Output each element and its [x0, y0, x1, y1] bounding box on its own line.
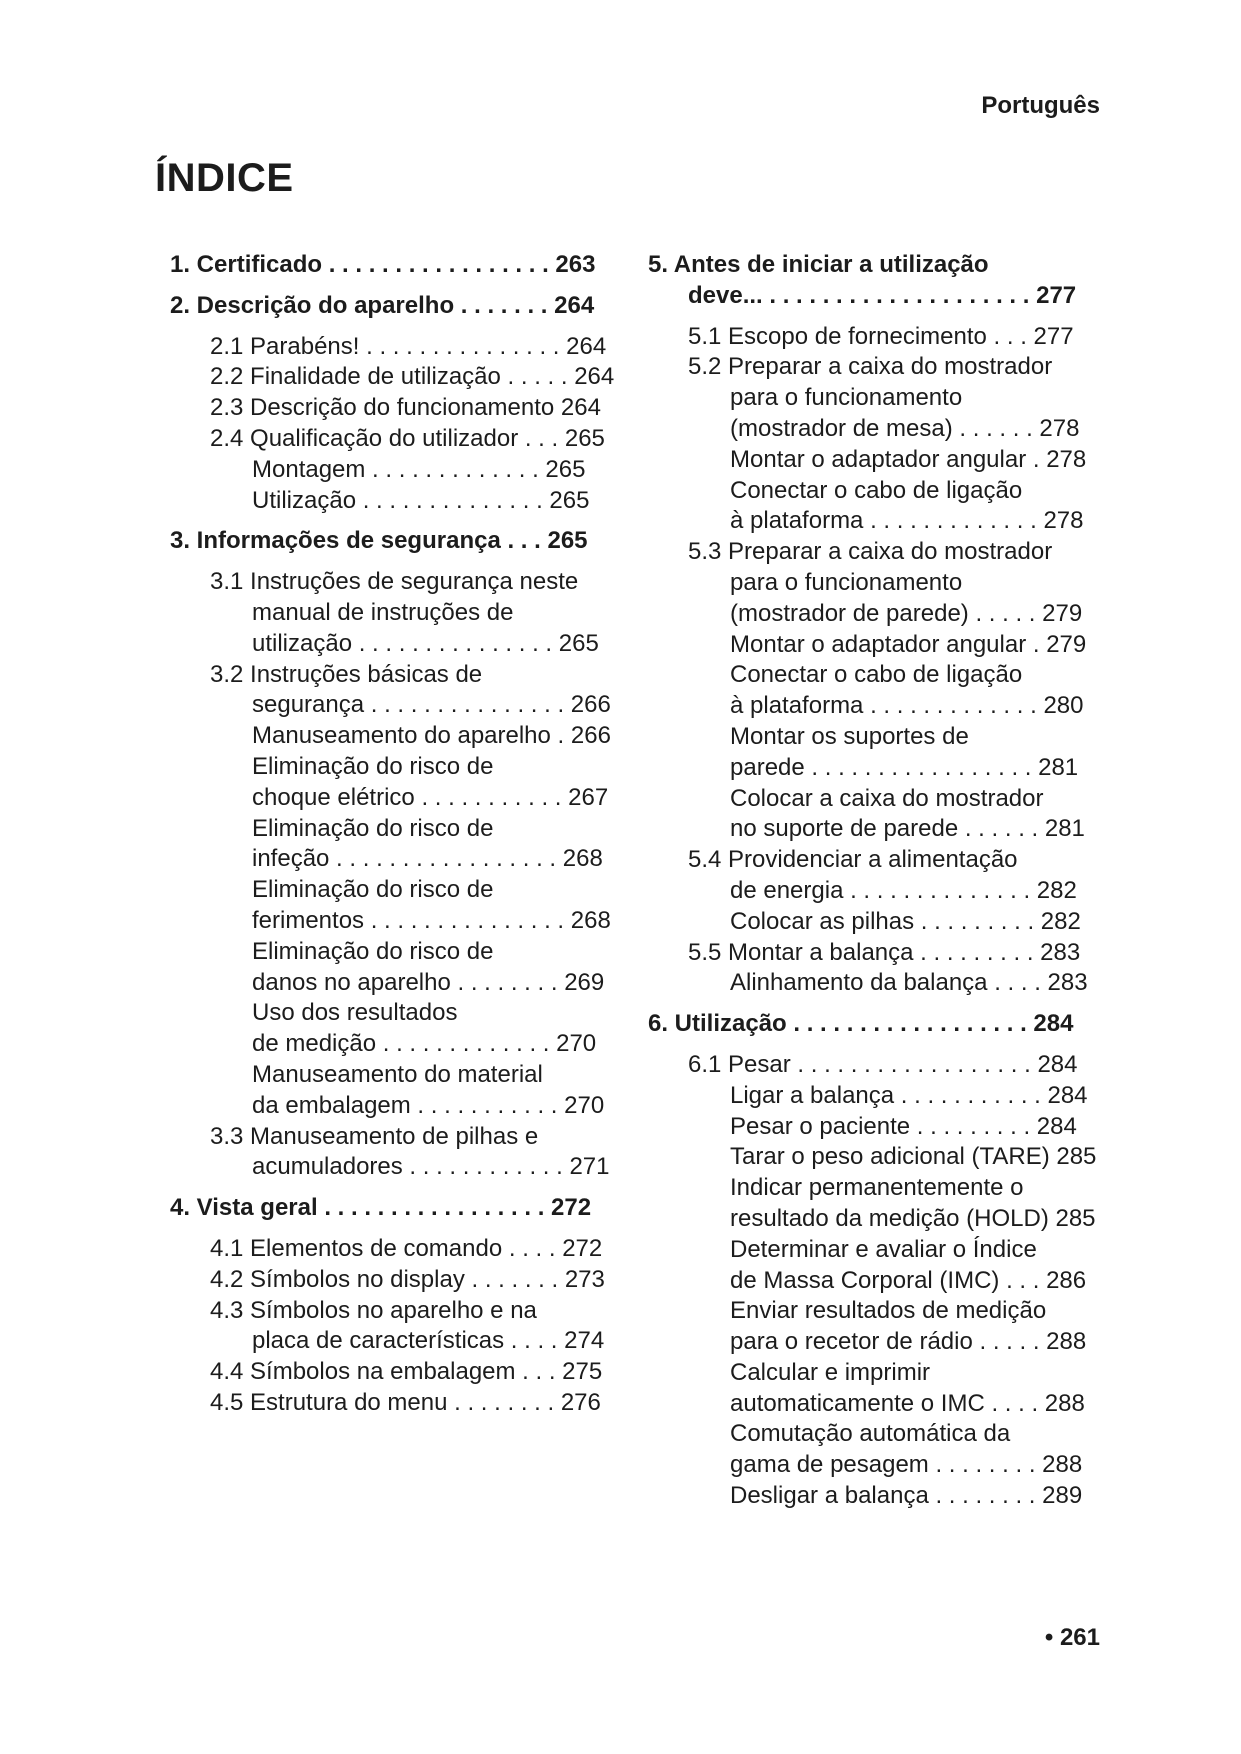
toc-entry: 2.3 Descrição do funcionamento 264: [210, 394, 601, 422]
page-number: • 261: [1044, 1624, 1100, 1651]
toc-entry: para o funcionamento: [730, 384, 963, 412]
toc-entry: danos no aparelho . . . . . . . . 269: [252, 968, 605, 996]
toc-entry: Manuseamento do material: [252, 1060, 543, 1088]
toc-entry: 2.2 Finalidade de utilização . . . . . 264: [210, 363, 615, 391]
toc-entry: Eliminação do risco de: [252, 752, 494, 780]
toc-entry: resultado da medição (HOLD) 285: [730, 1204, 1096, 1232]
toc-entry: parede . . . . . . . . . . . . . . . . . 281: [730, 753, 1079, 781]
toc-section-heading: deve... . . . . . . . . . . . . . . . . . . . . 277: [688, 281, 1077, 309]
toc-entry: 3.1 Instruções de segurança neste: [210, 568, 579, 596]
toc-entry: 3.3 Manuseamento de pilhas e: [210, 1122, 539, 1150]
toc-entry: 6.1 Pesar . . . . . . . . . . . . . . . . . . 284: [688, 1050, 1078, 1078]
toc-entry: 5.1 Escopo de fornecimento . . . 277: [688, 322, 1074, 350]
toc-entry: Montar o adaptador angular . 279: [730, 630, 1087, 658]
toc-entry: acumuladores . . . . . . . . . . . . 271: [252, 1153, 610, 1181]
toc-entry: (mostrador de mesa) . . . . . . 278: [730, 414, 1080, 442]
toc-entry: Conectar o cabo de ligação: [730, 661, 1023, 689]
toc-entry: Tarar o peso adicional (TARE) 285: [730, 1143, 1097, 1171]
toc-entry: ferimentos . . . . . . . . . . . . . . . 268: [252, 906, 611, 934]
toc-entry: de energia . . . . . . . . . . . . . . 282: [730, 876, 1077, 904]
toc-entry: Montar o adaptador angular . 278: [730, 445, 1087, 473]
toc-entry: manual de instruções de: [252, 598, 514, 626]
toc-entry: choque elétrico . . . . . . . . . . . 267: [252, 783, 609, 811]
toc-entry: de Massa Corporal (IMC) . . . 286: [730, 1266, 1087, 1294]
toc-entry: Manuseamento do aparelho . 266: [252, 722, 611, 750]
toc-entry: automaticamente o IMC . . . . 288: [730, 1389, 1085, 1417]
toc-entry: infeção . . . . . . . . . . . . . . . . . 268: [252, 845, 603, 873]
toc-entry: segurança . . . . . . . . . . . . . . . 266: [252, 691, 611, 719]
toc-entry: 5.4 Providenciar a alimentação: [688, 846, 1018, 874]
toc-entry: 4.1 Elementos de comando . . . . 272: [210, 1234, 603, 1262]
toc-entry: Comutação automática da: [730, 1420, 1011, 1448]
toc-entry: Eliminação do risco de: [252, 876, 494, 904]
toc-entry: Montar os suportes de: [730, 722, 969, 750]
toc-entry: 4.5 Estrutura do menu . . . . . . . . 276: [210, 1388, 601, 1416]
toc-entry: 2.4 Qualificação do utilizador . . . 265: [210, 424, 605, 452]
toc-entry: Pesar o paciente . . . . . . . . . 284: [730, 1112, 1077, 1140]
toc-entry: Utilização . . . . . . . . . . . . . . 265: [252, 486, 590, 514]
toc-entry: 4.3 Símbolos no aparelho e na: [210, 1296, 537, 1324]
toc-entry: Eliminação do risco de: [252, 937, 494, 965]
toc-section-heading: 6. Utilização . . . . . . . . . . . . . . . . . . 284: [648, 1010, 1074, 1038]
toc-entry: da embalagem . . . . . . . . . . . 270: [252, 1091, 605, 1119]
toc-entry: Alinhamento da balança . . . . 283: [730, 969, 1088, 997]
toc-entry: Eliminação do risco de: [252, 814, 494, 842]
toc-column-left: [170, 250, 628, 1419]
toc-entry: 3.2 Instruções básicas de: [210, 660, 483, 688]
toc-entry: de medição . . . . . . . . . . . . . 270: [252, 1030, 597, 1058]
toc-entry: Uso dos resultados: [252, 999, 458, 1027]
toc-entry: gama de pesagem . . . . . . . . 288: [730, 1451, 1083, 1479]
toc-entry: Colocar as pilhas . . . . . . . . . 282: [730, 907, 1081, 935]
toc-entry: para o funcionamento: [730, 568, 963, 596]
toc-entry: 5.5 Montar a balança . . . . . . . . . 283: [688, 938, 1081, 966]
toc-entry: Calcular e imprimir: [730, 1358, 931, 1386]
toc-entry: Montagem . . . . . . . . . . . . . 265: [252, 455, 586, 483]
toc-entry: 2.1 Parabéns! . . . . . . . . . . . . . . . 264: [210, 332, 607, 360]
toc-entry: Determinar e avaliar o Índice: [730, 1235, 1037, 1263]
toc-entry: Desligar a balança . . . . . . . . 289: [730, 1482, 1083, 1510]
toc-entry: Colocar a caixa do mostrador: [730, 784, 1044, 812]
toc-entry: utilização . . . . . . . . . . . . . . . 265: [252, 629, 599, 657]
toc-column-right: [648, 250, 1106, 1512]
toc-entry: no suporte de parede . . . . . . 281: [730, 815, 1085, 843]
toc-entry: (mostrador de parede) . . . . . 279: [730, 599, 1083, 627]
language-label: Português: [981, 92, 1100, 119]
page-title: ÍNDICE: [155, 156, 294, 200]
toc-entry: para o recetor de rádio . . . . . 288: [730, 1328, 1087, 1356]
toc-entry: à plataforma . . . . . . . . . . . . . 280: [730, 692, 1084, 720]
toc-entry: Indicar permanentemente o: [730, 1174, 1024, 1202]
toc-entry: 4.4 Símbolos na embalagem . . . 275: [210, 1358, 603, 1386]
toc-section-heading: 2. Descrição do aparelho . . . . . . . 264: [170, 291, 595, 319]
toc-entry: Enviar resultados de medição: [730, 1297, 1047, 1325]
toc-entry: Conectar o cabo de ligação: [730, 476, 1023, 504]
toc-entry: Ligar a balança . . . . . . . . . . . 284: [730, 1081, 1088, 1109]
toc-section-heading: 1. Certificado . . . . . . . . . . . . . . . . . 263: [170, 251, 596, 278]
toc-entry: 4.2 Símbolos no display . . . . . . . 273: [210, 1265, 605, 1293]
toc-entry: 5.3 Preparar a caixa do mostrador: [688, 538, 1053, 566]
toc-entry: placa de características . . . . 274: [252, 1327, 605, 1355]
toc-entry: 5.2 Preparar a caixa do mostrador: [688, 353, 1053, 381]
toc-section-heading: 4. Vista geral . . . . . . . . . . . . . . . . . 272: [170, 1194, 592, 1222]
toc-section-heading: 3. Informações de segurança . . . 265: [170, 527, 588, 555]
toc-section-heading: 5. Antes de iniciar a utilização: [648, 251, 989, 278]
toc-entry: à plataforma . . . . . . . . . . . . . 278: [730, 507, 1084, 535]
